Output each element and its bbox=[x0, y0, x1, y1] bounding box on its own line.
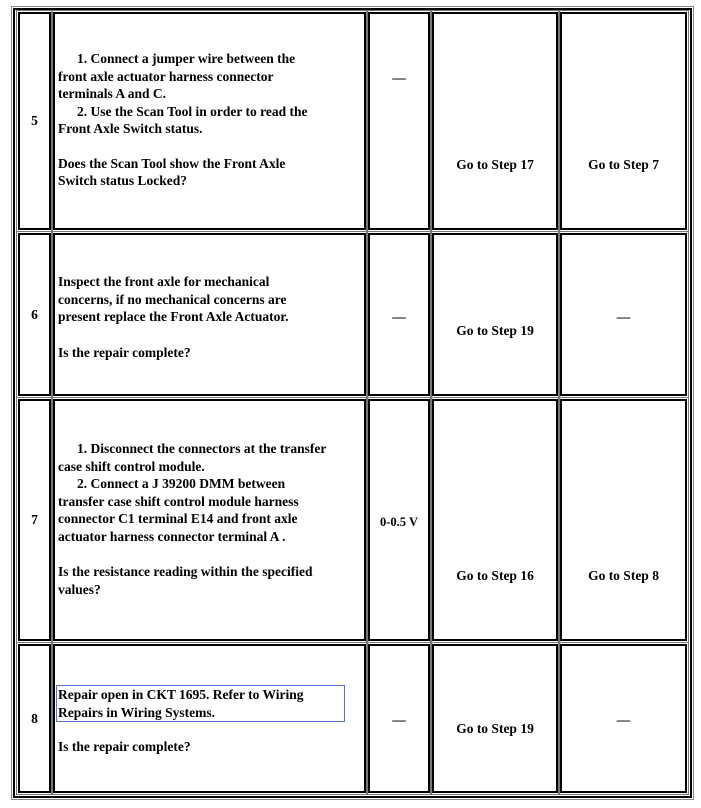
action-cell bbox=[53, 399, 366, 641]
yes-action: Go to Step 17 bbox=[456, 157, 534, 173]
no-action: — bbox=[616, 711, 631, 727]
question-line: Is the repair complete? bbox=[58, 739, 191, 754]
action-cell bbox=[53, 12, 366, 230]
question-line: Is the repair complete? bbox=[58, 344, 191, 360]
action-line: Inspect the front axle for mechanical bbox=[58, 274, 270, 289]
no-action: — bbox=[616, 308, 631, 324]
no-action: Go to Step 7 bbox=[588, 157, 659, 173]
yes-cell bbox=[432, 12, 558, 230]
yes-cell bbox=[432, 399, 558, 641]
action-line: 2. Connect a J 39200 DMM between bbox=[77, 476, 286, 491]
step-number-cell bbox=[18, 233, 51, 396]
question-line: Switch status Locked? bbox=[58, 173, 188, 188]
action-line: Repair open in CKT 1695. Refer to Wiring bbox=[58, 687, 304, 702]
no-action: Go to Step 8 bbox=[588, 568, 659, 584]
action-line: Front Axle Switch status. bbox=[58, 121, 203, 136]
step-number-cell bbox=[18, 399, 51, 641]
step-number: 7 bbox=[31, 512, 38, 528]
action-cell bbox=[53, 644, 366, 793]
action-cell bbox=[53, 233, 366, 396]
value-text: — bbox=[392, 70, 406, 86]
wiring-repairs-link[interactable] bbox=[56, 685, 345, 722]
action-line: Repairs in Wiring Systems. bbox=[58, 704, 216, 720]
action-line: 1. Disconnect the connectors at the transfer bbox=[77, 441, 327, 456]
yes-cell bbox=[432, 644, 558, 793]
action-line: 1. Connect a jumper wire between the bbox=[77, 51, 296, 66]
question-line: Does the Scan Tool show the Front Axle bbox=[58, 155, 286, 171]
action-line: transfer case shift control module harness bbox=[58, 493, 299, 509]
yes-cell bbox=[432, 233, 558, 396]
value-cell bbox=[368, 12, 430, 230]
yes-action: Go to Step 19 bbox=[456, 720, 534, 736]
action-line: terminals A and C. bbox=[58, 86, 167, 101]
action-line: front axle actuator harness connector bbox=[58, 68, 274, 84]
question-line: Is the resistance reading within the specified bbox=[58, 564, 313, 579]
action-line: case shift control module. bbox=[58, 458, 205, 474]
step-number: 5 bbox=[31, 113, 38, 129]
value-cell bbox=[368, 399, 430, 641]
step-number: 6 bbox=[31, 306, 38, 322]
question-line: values? bbox=[58, 581, 101, 597]
value-text: 0-0.5 V bbox=[380, 515, 418, 530]
yes-action: Go to Step 19 bbox=[456, 322, 534, 338]
action-line: actuator harness connector terminal A . bbox=[58, 528, 286, 544]
value-text: — bbox=[392, 308, 406, 324]
step-number-cell bbox=[18, 644, 51, 793]
value-cell bbox=[368, 233, 430, 396]
step-number-cell bbox=[18, 12, 51, 230]
no-cell bbox=[560, 644, 687, 793]
action-line: 2. Use the Scan Tool in order to read the bbox=[77, 103, 308, 119]
value-text: — bbox=[392, 711, 406, 727]
action-line: connector C1 terminal E14 and front axle bbox=[58, 511, 298, 526]
no-cell bbox=[560, 399, 687, 641]
action-line: present replace the Front Axle Actuator. bbox=[58, 309, 289, 324]
no-cell bbox=[560, 233, 687, 396]
yes-action: Go to Step 16 bbox=[456, 568, 534, 584]
value-cell bbox=[368, 644, 430, 793]
action-line: concerns, if no mechanical concerns are bbox=[58, 291, 287, 307]
no-cell bbox=[560, 12, 687, 230]
step-number: 8 bbox=[31, 710, 38, 726]
